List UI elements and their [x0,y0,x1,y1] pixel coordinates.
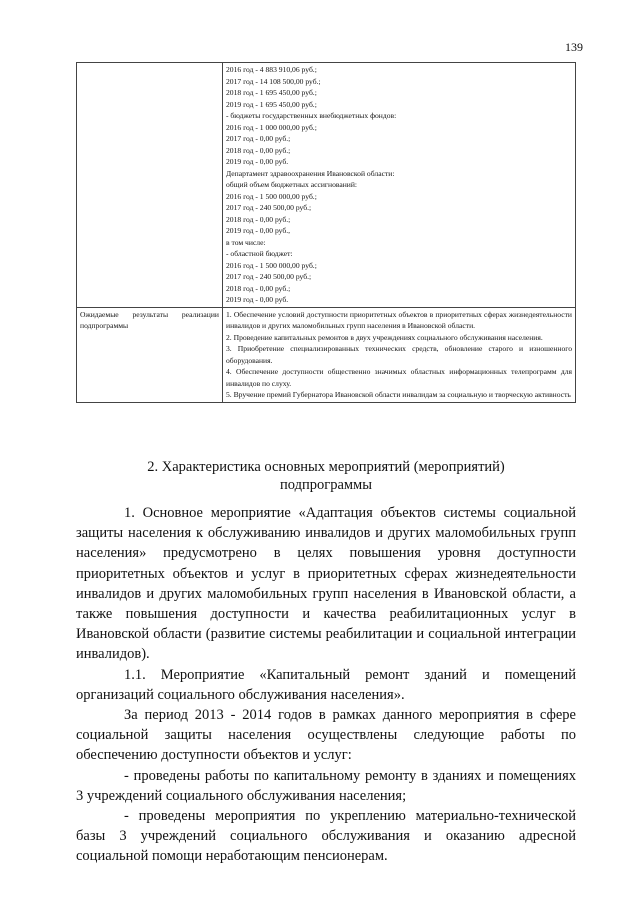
funding-line: 2017 год - 240 500,00 руб.; [226,272,312,281]
result-item: 4. Обеспечение доступности общественно значимых областных информационных телепрограмм для инвалидов по слуху. [226,367,572,388]
funding-line: 2018 год - 0,00 руб.; [226,145,291,155]
result-item: 1. Обеспечение условий доступности приоритетных объектов в приоритетных сферах жизнедеятельности инвалидов и других маломобильных групп населения в Ивановской области. [226,309,572,330]
funding-line: 2017 год - 14 108 500,00 руб.; [226,76,321,86]
section-title-line1: 2. Характеристика основных мероприятий (мероприятий) [147,459,505,475]
result-item: 3. Приобретение специализированных технических средств, обновление старого и изношенного оборудования. [226,344,572,365]
paragraph: - проведены мероприятия по укреплению материально-технической базы 3 учреждений социального обслуживания и оказанию адресной социальной помощи неработающим пенсионерам. [76,808,576,865]
funding-line: 2018 год - 0,00 руб.; [226,283,291,293]
page-number: 139 [565,40,583,54]
program-passport-table [76,62,576,403]
paragraph: - проведены работы по капитальному ремонту в зданиях и помещениях 3 учреждений социального обслуживания населения; [76,767,576,804]
results-value-cell [223,307,576,402]
funding-line: 2017 год - 0,00 руб.; [226,134,291,143]
result-item: 5. Вручение премий Губернатора Ивановской области инвалидам за социальную и творческую активность [226,390,571,399]
funding-row [77,63,576,308]
paragraph: 1.1. Мероприятие «Капитальный ремонт зданий и помещений организаций социального обслуживания населения». [76,666,576,703]
funding-line: 2017 год - 240 500,00 руб.; [226,203,312,212]
body-text [76,503,576,867]
section-title-line2: подпрограммы [280,477,372,493]
funding-line: 2016 год - 1 500 000,00 руб.; [226,191,317,201]
results-row [77,307,576,402]
paragraph: 1. Основное мероприятие «Адаптация объектов системы социальной защиты населения к обслуживанию инвалидов и других маломобильных групп населения» предусмотрено в целях повышения уровня доступности приоритетных объектов и услуг в приоритетных сферах жизнедеятельности инвалидов и других маломобильных групп населения в Ивановской области, а также повышения доступности и качества реабилитационных услуг в Ивановской области (развитие системы реабилитации и социальной интеграции инвалидов). [76,505,576,663]
funding-line: 2018 год - 0,00 руб.; [226,214,291,224]
paragraph: За период 2013 - 2014 годов в рамках данного мероприятия в сфере социальной защиты населения осуществлены следующие работы по обеспечению доступности объектов и услуг: [76,707,576,764]
funding-line: 2019 год - 0,00 руб. [226,295,289,304]
funding-value-cell [223,63,576,308]
funding-line: 2016 год - 4 883 910,06 руб.; [226,65,317,74]
funding-line: 2019 год - 1 695 450,00 руб.; [226,99,317,109]
funding-line: - областной бюджет: [226,249,293,258]
funding-line: 2019 год - 0,00 руб. [226,157,289,166]
funding-line: 2016 год - 1 000 000,00 руб.; [226,122,317,132]
funding-line: общий объем бюджетных ассигнований: [226,180,358,189]
result-item: 2. Проведение капитальных ремонтов в двух учреждениях социального обслуживания населения. [226,332,543,342]
results-label-cell [77,307,223,402]
funding-line: - бюджеты государственных внебюджетных фондов: [226,111,397,120]
funding-line: 2016 год - 1 500 000,00 руб.; [226,260,317,270]
funding-line: Департамент здравоохранения Ивановской области: [226,168,395,178]
funding-line: в том числе: [226,237,266,247]
funding-line: 2019 год - 0,00 руб., [226,226,291,235]
funding-label-cell [77,63,223,308]
results-label: Ожидаемые результаты реализации подпрограммы [80,309,219,330]
section-heading [76,458,576,494]
funding-line: 2018 год - 1 695 450,00 руб.; [226,88,317,97]
